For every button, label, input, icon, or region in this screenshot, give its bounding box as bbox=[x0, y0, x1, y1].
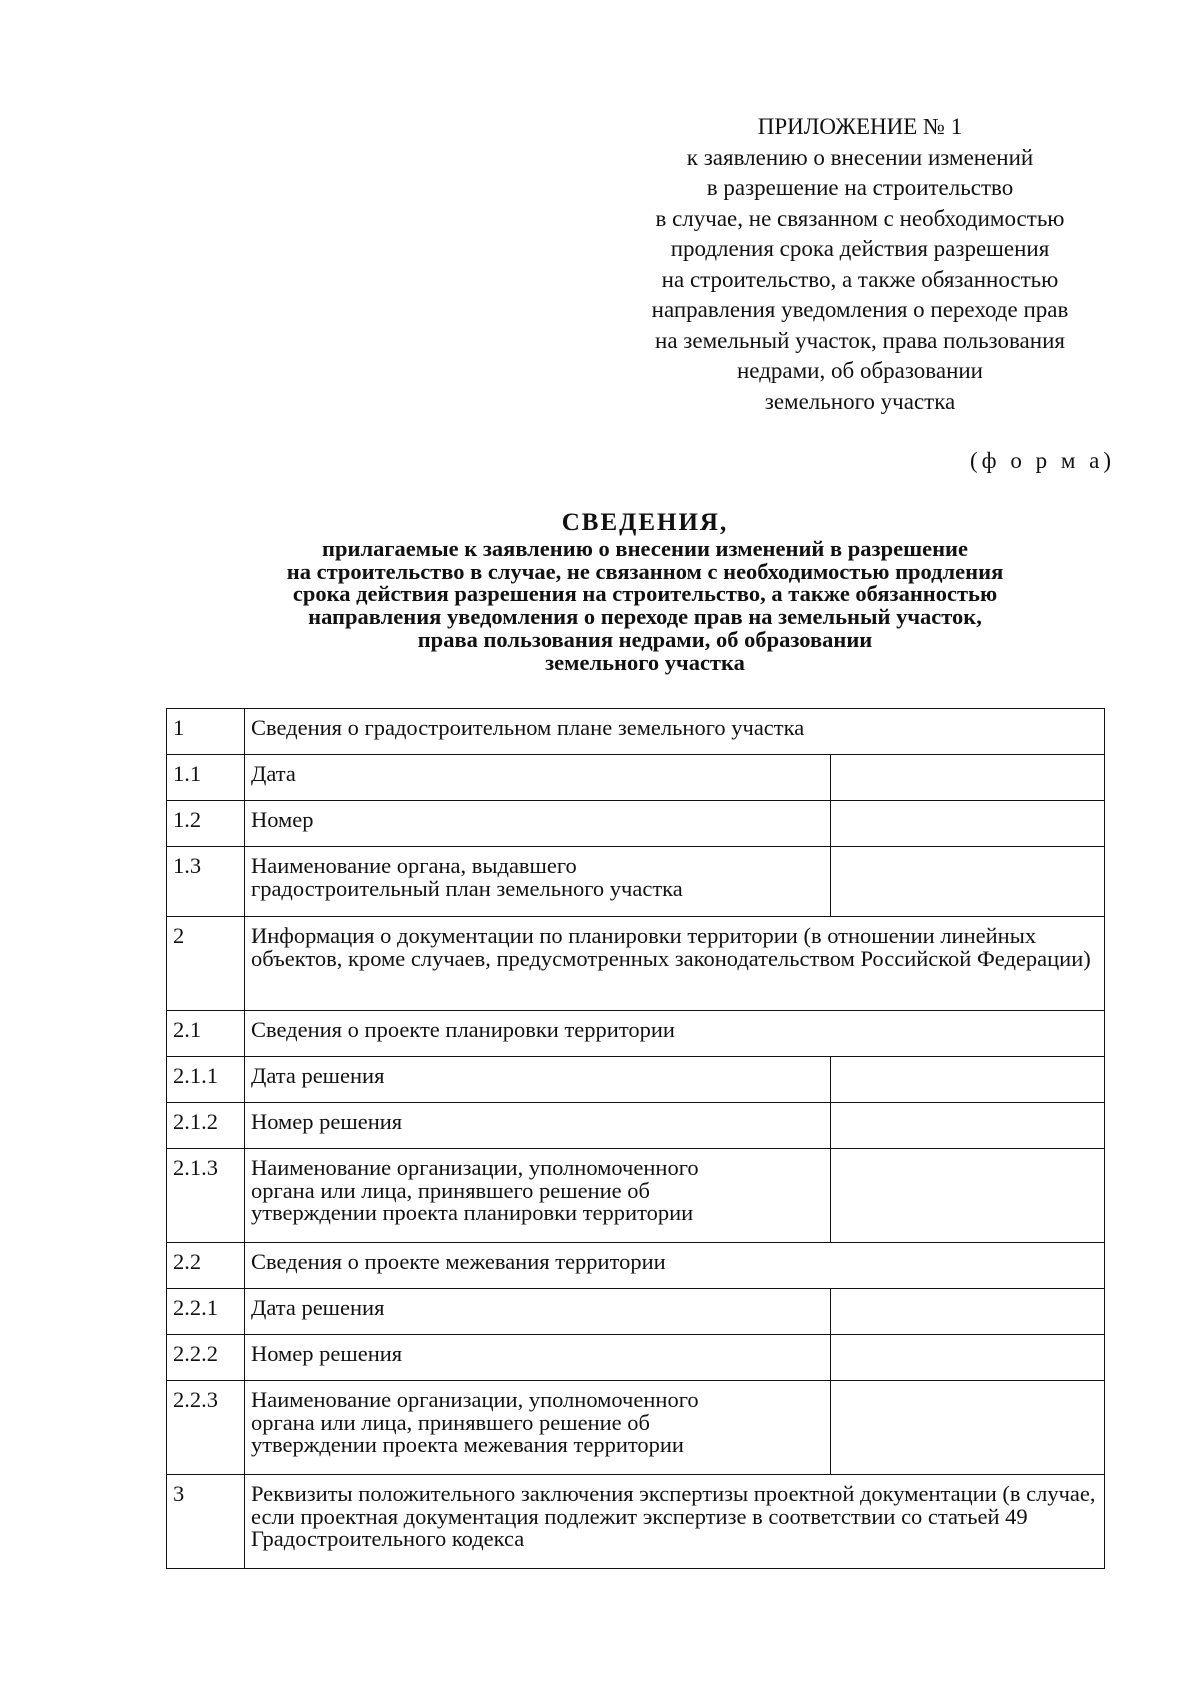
document-title: СВЕДЕНИЯ, bbox=[561, 509, 729, 536]
row-value-field[interactable] bbox=[831, 1149, 1105, 1243]
table-row bbox=[167, 1057, 1105, 1103]
row-value-field[interactable] bbox=[831, 1289, 1105, 1335]
row-value-field[interactable] bbox=[831, 1335, 1105, 1381]
row-value-field[interactable] bbox=[831, 801, 1105, 847]
appendix-header bbox=[620, 112, 1100, 417]
row-description: Дата решения bbox=[244, 1057, 830, 1103]
document-subtitle-line: направления уведомления о переходе прав на земельный участок, bbox=[308, 604, 982, 630]
table-row bbox=[167, 755, 1105, 801]
row-value-field[interactable] bbox=[831, 1057, 1105, 1103]
row-description: Сведения о градостроительном плане земельного участка bbox=[244, 709, 1104, 755]
row-number: 2.2 bbox=[167, 1243, 245, 1289]
row-description: Наименование органа, выдавшего градостроительный план земельного участка bbox=[244, 847, 830, 917]
row-description: Номер решения bbox=[244, 1103, 830, 1149]
row-description: Наименование организации, уполномоченного органа или лица, принявшего решение об утверждении проекта межевания территории bbox=[244, 1381, 830, 1475]
table-row bbox=[167, 1243, 1105, 1289]
row-description: Дата решения bbox=[244, 1289, 830, 1335]
row-description: Номер bbox=[244, 801, 830, 847]
row-value-field[interactable] bbox=[831, 1103, 1105, 1149]
appendix-line: на земельный участок, права пользования bbox=[655, 327, 1065, 353]
appendix-line: на строительство, а также обязанностью bbox=[661, 266, 1059, 292]
document-subtitle-line: права пользования недрами, об образовании bbox=[417, 626, 873, 652]
table-row bbox=[167, 801, 1105, 847]
table-row bbox=[167, 1335, 1105, 1381]
row-number: 3 bbox=[167, 1475, 245, 1569]
row-number: 2.2.2 bbox=[167, 1335, 245, 1381]
row-description: Наименование организации, уполномоченного органа или лица, принявшего решение об утверждении проекта планировки территории bbox=[244, 1149, 830, 1243]
document-subtitle-line: на строительство в случае, не связанном с необходимостью продления bbox=[286, 558, 1004, 584]
table-row bbox=[167, 917, 1105, 1011]
document-subtitle-line: земельного участка bbox=[545, 649, 745, 675]
information-table bbox=[166, 708, 1105, 1569]
table-row bbox=[167, 1289, 1105, 1335]
row-description: Номер решения bbox=[244, 1335, 830, 1381]
row-number: 2.1 bbox=[167, 1011, 245, 1057]
row-number: 2.2.1 bbox=[167, 1289, 245, 1335]
row-number: 1.1 bbox=[167, 755, 245, 801]
appendix-line: в разрешение на строительство bbox=[706, 175, 1014, 200]
row-description: Сведения о проекте планировки территории bbox=[244, 1011, 1104, 1057]
appendix-line: направления уведомления о переходе прав bbox=[651, 297, 1069, 322]
table-row bbox=[167, 1011, 1105, 1057]
document-heading bbox=[160, 508, 1130, 674]
table-row bbox=[167, 1149, 1105, 1243]
information-table-body bbox=[167, 709, 1105, 1569]
table-row bbox=[167, 1475, 1105, 1569]
appendix-line: в случае, не связанном с необходимостью bbox=[655, 205, 1065, 231]
appendix-title: ПРИЛОЖЕНИЕ № 1 bbox=[757, 114, 963, 139]
row-number: 1 bbox=[167, 709, 245, 755]
row-description: Сведения о проекте межевания территории bbox=[244, 1243, 1104, 1289]
row-number: 2.1.2 bbox=[167, 1103, 245, 1149]
row-value-field[interactable] bbox=[831, 755, 1105, 801]
appendix-line: продления срока действия разрешения bbox=[670, 236, 1050, 261]
row-description: Реквизиты положительного заключения экспертизы проектной документации (в случае, если проектная документация подлежит экспертизе в соответствии со статьей 49 Градостроительного кодекса bbox=[244, 1475, 1104, 1569]
row-value-field[interactable] bbox=[831, 847, 1105, 917]
form-label: (ф о р м а) bbox=[970, 448, 1115, 473]
appendix-line: недрами, об образовании bbox=[737, 358, 983, 383]
row-value-field[interactable] bbox=[831, 1381, 1105, 1475]
appendix-line: к заявлению о внесении изменений bbox=[686, 144, 1034, 170]
row-number: 2.1.3 bbox=[167, 1149, 245, 1243]
row-number: 2.2.3 bbox=[167, 1381, 245, 1475]
row-number: 2 bbox=[167, 917, 245, 1011]
row-number: 2.1.1 bbox=[167, 1057, 245, 1103]
row-number: 1.2 bbox=[167, 801, 245, 847]
table-row bbox=[167, 1381, 1105, 1475]
table-row bbox=[167, 709, 1105, 755]
row-description: Дата bbox=[244, 755, 830, 801]
appendix-line: земельного участка bbox=[764, 388, 956, 414]
document-subtitle-line: срока действия разрешения на строительство, а также обязанностью bbox=[292, 581, 998, 607]
row-description: Информация о документации по планировки территории (в отношении линейных объектов, кроме случаев, предусмотренных законодательством Российской Федерации) bbox=[244, 917, 1104, 1011]
table-row bbox=[167, 1103, 1105, 1149]
table-row bbox=[167, 847, 1105, 917]
row-number: 1.3 bbox=[167, 847, 245, 917]
document-subtitle-line: прилагаемые к заявлению о внесении изменений в разрешение bbox=[322, 536, 968, 561]
